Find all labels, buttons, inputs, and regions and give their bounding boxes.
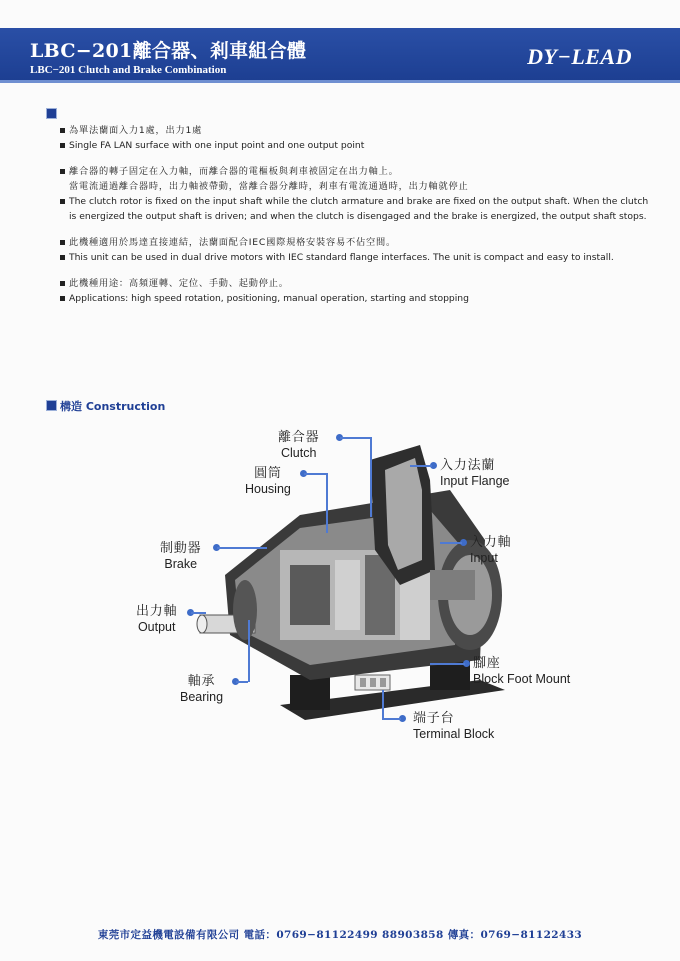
label-housing: 圓筒 Housing <box>245 465 291 496</box>
feature-zh: 此機種適用於馬達直接連結，法蘭面配合IEC國際規格安裝容易不佔空間。 <box>60 235 660 250</box>
label-output: 出力軸 Output <box>136 603 178 634</box>
feature-en: Single FA LAN surface with one input point and one output point <box>60 138 660 153</box>
label-input: 入力軸 Input <box>470 534 512 565</box>
leader-line <box>440 542 462 544</box>
feature-en: The clutch rotor is fixed on the input shaft while the clutch armature and brake are fixed on the output shaft. When the clutch <box>60 194 660 209</box>
leader-line <box>340 437 370 439</box>
company-contact-footer: 東莞市定益機電設備有限公司 電話：0769−81122499 88903858 傳真：0769−81122433 <box>97 929 583 941</box>
leader-line <box>410 465 432 467</box>
construction-title: 構造 Construction <box>60 400 166 413</box>
feature-en: Applications: high speed rotation, positioning, manual operation, starting and stopping <box>60 291 660 306</box>
label-input-flange: 入力法蘭 Input Flange <box>440 457 510 488</box>
label-clutch: 離合器 Clutch <box>278 429 320 460</box>
leader-line <box>236 681 248 683</box>
label-foot-mount: 腳座 Block Foot Mount <box>473 655 571 686</box>
leader-line <box>191 612 206 614</box>
leader-line <box>370 437 372 517</box>
label-brake: 制動器 Brake <box>160 540 202 571</box>
leader-line <box>382 690 384 718</box>
leader-line <box>304 473 326 475</box>
section-marker-icon <box>46 400 57 411</box>
page-title: LBC−201離合器、剎車組合體 <box>30 40 307 62</box>
leader-line <box>430 663 465 665</box>
leader-line <box>382 718 401 720</box>
leader-line <box>326 473 328 533</box>
feature-en-continued: is energized the output shaft is driven; and when the clutch is disengaged and the brake is energized, the output shaft stops. <box>69 211 647 222</box>
feature-zh: 此機種用途：高頻運轉、定位、手動、起動停止。 <box>60 276 660 291</box>
construction-figure <box>130 420 580 750</box>
label-bearing: 軸承 Bearing <box>180 673 224 704</box>
feature-en: This unit can be used in dual drive motors with IEC standard flange interfaces. The unit is compact and easy to install. <box>60 250 660 265</box>
label-terminal-block: 端子台 Terminal Block <box>413 710 495 741</box>
header-banner <box>0 28 680 83</box>
feature-list <box>60 123 660 306</box>
feature-zh-continued: 當電流通過離合器時，出力軸被帶動，當離合器分離時，剎車有電流通過時，出力軸就停止 <box>69 181 469 192</box>
feature-zh: 為單法蘭面入力1處，出力1處 <box>60 123 660 138</box>
page-subtitle: LBC−201 Clutch and Brake Combination <box>30 64 227 76</box>
section-marker-icon <box>46 108 57 119</box>
leader-line <box>217 547 267 549</box>
feature-zh: 離合器的轉子固定在入力軸，而離合器的電樞板與剎車被固定在出力軸上。 <box>60 164 660 179</box>
leader-line <box>248 620 250 682</box>
brand-logo: DY−LEAD <box>527 44 632 69</box>
